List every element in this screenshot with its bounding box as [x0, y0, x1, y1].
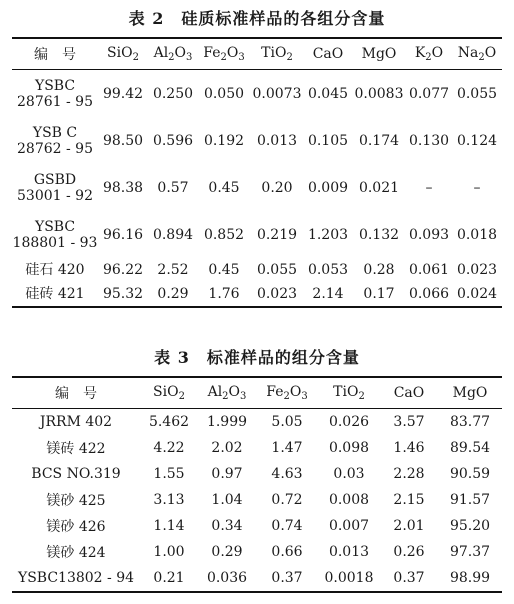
value-cell: 5.05	[271, 414, 303, 430]
value-cell: 91.57	[449, 492, 491, 508]
value-cell: 3.13	[153, 492, 185, 508]
table2-caption: 表 2 硅质标准样品的各组分含量	[128, 9, 386, 28]
value-cell: 0.013	[328, 544, 370, 560]
value-cell: 0.57	[157, 179, 189, 196]
value-cell: 0.72	[271, 492, 303, 508]
sample-id-cell	[12, 70, 98, 118]
table3-body	[12, 409, 502, 593]
value-cell: 1.14	[153, 518, 185, 534]
value-cell: 98.99	[449, 570, 491, 586]
table3-header-tio2: TiO$_2$	[318, 377, 380, 409]
sample-id-cell	[12, 258, 98, 282]
value-cell: 0.024	[456, 286, 498, 302]
table-row	[12, 164, 502, 211]
value-cell: 1.203	[307, 226, 349, 243]
value-cell: 4.22	[153, 440, 185, 456]
sample-id-line: GSBD	[33, 171, 77, 188]
value-cell: 0.036	[206, 570, 248, 586]
value-cell: 2.02	[211, 440, 243, 456]
value-cell: 0.596	[152, 132, 194, 149]
value-cell: 0.174	[358, 132, 400, 149]
value-cell: 2.52	[157, 262, 189, 278]
value-cell: 83.77	[449, 414, 491, 430]
value-cell: 2.28	[393, 466, 425, 482]
value-cell: 5.462	[148, 414, 190, 430]
value-cell: 0.17	[363, 286, 395, 302]
table-row	[12, 487, 502, 513]
sample-id-cell: 镁砖 422	[46, 441, 106, 457]
value-cell: 0.37	[271, 570, 303, 586]
value-cell: 0.29	[211, 544, 243, 560]
value-cell: 0.061	[408, 262, 450, 278]
value-cell: 0.018	[456, 226, 498, 243]
sample-id-cell: YSBC13802 - 94	[17, 570, 135, 586]
table3-header-id: 编 号	[12, 377, 140, 409]
table3-header-row	[12, 377, 502, 409]
sample-id-line: YSB C	[32, 124, 78, 141]
value-cell: 0.26	[393, 544, 425, 560]
value-cell: 0.28	[363, 262, 395, 278]
value-cell: 0.74	[271, 518, 303, 534]
table2-header-sio2: SiO$_2$	[98, 38, 148, 70]
table2-header-na2o: $Na_2O$	[452, 38, 502, 70]
sample-id-line: 28762 - 95	[17, 140, 93, 157]
value-cell: 0.20	[261, 179, 293, 196]
value-cell: 0.023	[456, 262, 498, 278]
value-cell: 0.098	[328, 440, 370, 456]
sample-id-line: 53001 - 92	[17, 187, 93, 204]
value-cell: 0.008	[328, 492, 370, 508]
value-cell: 0.093	[408, 226, 450, 243]
value-cell: 0.29	[157, 286, 189, 302]
value-cell: 0.0073	[252, 85, 302, 102]
table-row	[12, 211, 502, 258]
value-cell: 95.20	[449, 518, 491, 534]
table-row	[12, 461, 502, 487]
table3-header-sio2: SiO$_2$	[140, 377, 198, 409]
sample-id-line: 硅石 420	[25, 262, 85, 278]
table-row	[12, 409, 502, 436]
value-cell: 96.16	[102, 226, 144, 243]
value-cell: 1.47	[271, 440, 303, 456]
value-cell: 0.007	[328, 518, 370, 534]
table-row	[12, 117, 502, 164]
table2-header-cao: CaO	[304, 38, 352, 70]
value-cell: 97.37	[449, 544, 491, 560]
value-cell: 2.14	[312, 286, 344, 302]
table-row	[12, 70, 502, 118]
value-cell: 99.42	[102, 85, 144, 102]
value-cell: 0.250	[152, 85, 194, 102]
value-cell: 2.15	[393, 492, 425, 508]
value-cell: 0.45	[208, 179, 240, 196]
value-cell: 2.01	[393, 518, 425, 534]
value-cell: 0.050	[203, 85, 245, 102]
table2-header-id: 编 号	[12, 38, 98, 70]
value-cell: 0.219	[256, 226, 298, 243]
value-cell: 1.00	[153, 544, 185, 560]
value-cell: 0.055	[456, 85, 498, 102]
value-cell: 90.59	[449, 466, 491, 482]
table2-header-tio2: TiO$_2$	[250, 38, 304, 70]
value-cell: 0.21	[153, 570, 185, 586]
value-cell: 0.97	[211, 466, 243, 482]
table3-header-fe2o3: $Fe_2O_3$	[256, 377, 318, 409]
value-cell: 1.46	[393, 440, 425, 456]
table3-header-mgo: MgO	[438, 377, 502, 409]
table-row	[12, 435, 502, 461]
value-cell: 0.852	[203, 226, 245, 243]
sample-id-cell	[12, 282, 98, 307]
value-cell: 89.54	[449, 440, 491, 456]
value-cell: 0.45	[208, 262, 240, 278]
value-cell: 0.045	[307, 85, 349, 102]
sample-id-cell	[12, 211, 98, 258]
value-cell: –	[425, 179, 433, 196]
value-cell: 0.066	[408, 286, 450, 302]
value-cell: 96.22	[102, 262, 144, 278]
value-cell: 0.021	[358, 179, 400, 196]
value-cell: 0.130	[408, 132, 450, 149]
sample-id-cell	[12, 117, 98, 164]
value-cell: 1.76	[208, 286, 240, 302]
value-cell: 3.57	[393, 414, 425, 430]
sample-id-cell	[12, 164, 98, 211]
table3-caption: 表 3 标准样品的组分含量	[154, 348, 360, 367]
table3-header-al2o3: $Al_2O_3$	[198, 377, 256, 409]
table3	[12, 376, 502, 593]
sample-id-line: YSBC	[34, 218, 76, 235]
value-cell: 0.34	[211, 518, 243, 534]
sample-id-cell: JRRM 402	[39, 414, 113, 430]
value-cell: 0.009	[307, 179, 349, 196]
table-row	[12, 258, 502, 282]
value-cell: –	[473, 179, 481, 196]
value-cell: 0.013	[256, 132, 298, 149]
value-cell: 0.055	[256, 262, 298, 278]
value-cell: 98.50	[102, 132, 144, 149]
sample-id-line: YSBC	[34, 77, 76, 94]
value-cell: 1.04	[211, 492, 243, 508]
value-cell: 0.0018	[324, 570, 374, 586]
table-row	[12, 539, 502, 565]
sample-id-cell: BCS NO.319	[31, 466, 121, 482]
table2-body	[12, 70, 502, 308]
value-cell: 1.55	[153, 466, 185, 482]
value-cell: 1.999	[206, 414, 248, 430]
table2-header-row	[12, 38, 502, 70]
sample-id-line: 188801 - 93	[12, 234, 98, 251]
table-row	[12, 282, 502, 307]
value-cell: 0.026	[328, 414, 370, 430]
value-cell: 0.124	[456, 132, 498, 149]
value-cell: 0.105	[307, 132, 349, 149]
table2	[12, 37, 502, 308]
value-cell: 0.023	[256, 286, 298, 302]
table2-header-k2o: $K_2O$	[406, 38, 452, 70]
sample-id-cell: 镁砂 425	[46, 493, 106, 509]
table3-header-cao: CaO	[380, 377, 438, 409]
value-cell: 0.37	[393, 570, 425, 586]
table2-header-al2o3: $Al_2O_3$	[148, 38, 198, 70]
value-cell: 0.192	[203, 132, 245, 149]
value-cell: 95.32	[102, 286, 144, 302]
table-row	[12, 565, 502, 592]
value-cell: 0.053	[307, 262, 349, 278]
value-cell: 0.132	[358, 226, 400, 243]
value-cell: 98.38	[102, 179, 144, 196]
sample-id-line: 28761 - 95	[17, 93, 93, 110]
sample-id-cell: 镁砂 424	[46, 545, 106, 561]
sample-id-line: 硅砖 421	[25, 286, 85, 302]
value-cell: 0.0083	[354, 85, 404, 102]
value-cell: 4.63	[271, 466, 303, 482]
value-cell: 0.03	[333, 466, 365, 482]
table-row	[12, 513, 502, 539]
sample-id-cell: 镁砂 426	[46, 519, 106, 535]
value-cell: 0.894	[152, 226, 194, 243]
value-cell: 0.077	[408, 85, 450, 102]
table2-header-fe2o3: $Fe_2O_3$	[198, 38, 250, 70]
value-cell: 0.66	[271, 544, 303, 560]
table2-header-mgo: MgO	[352, 38, 406, 70]
